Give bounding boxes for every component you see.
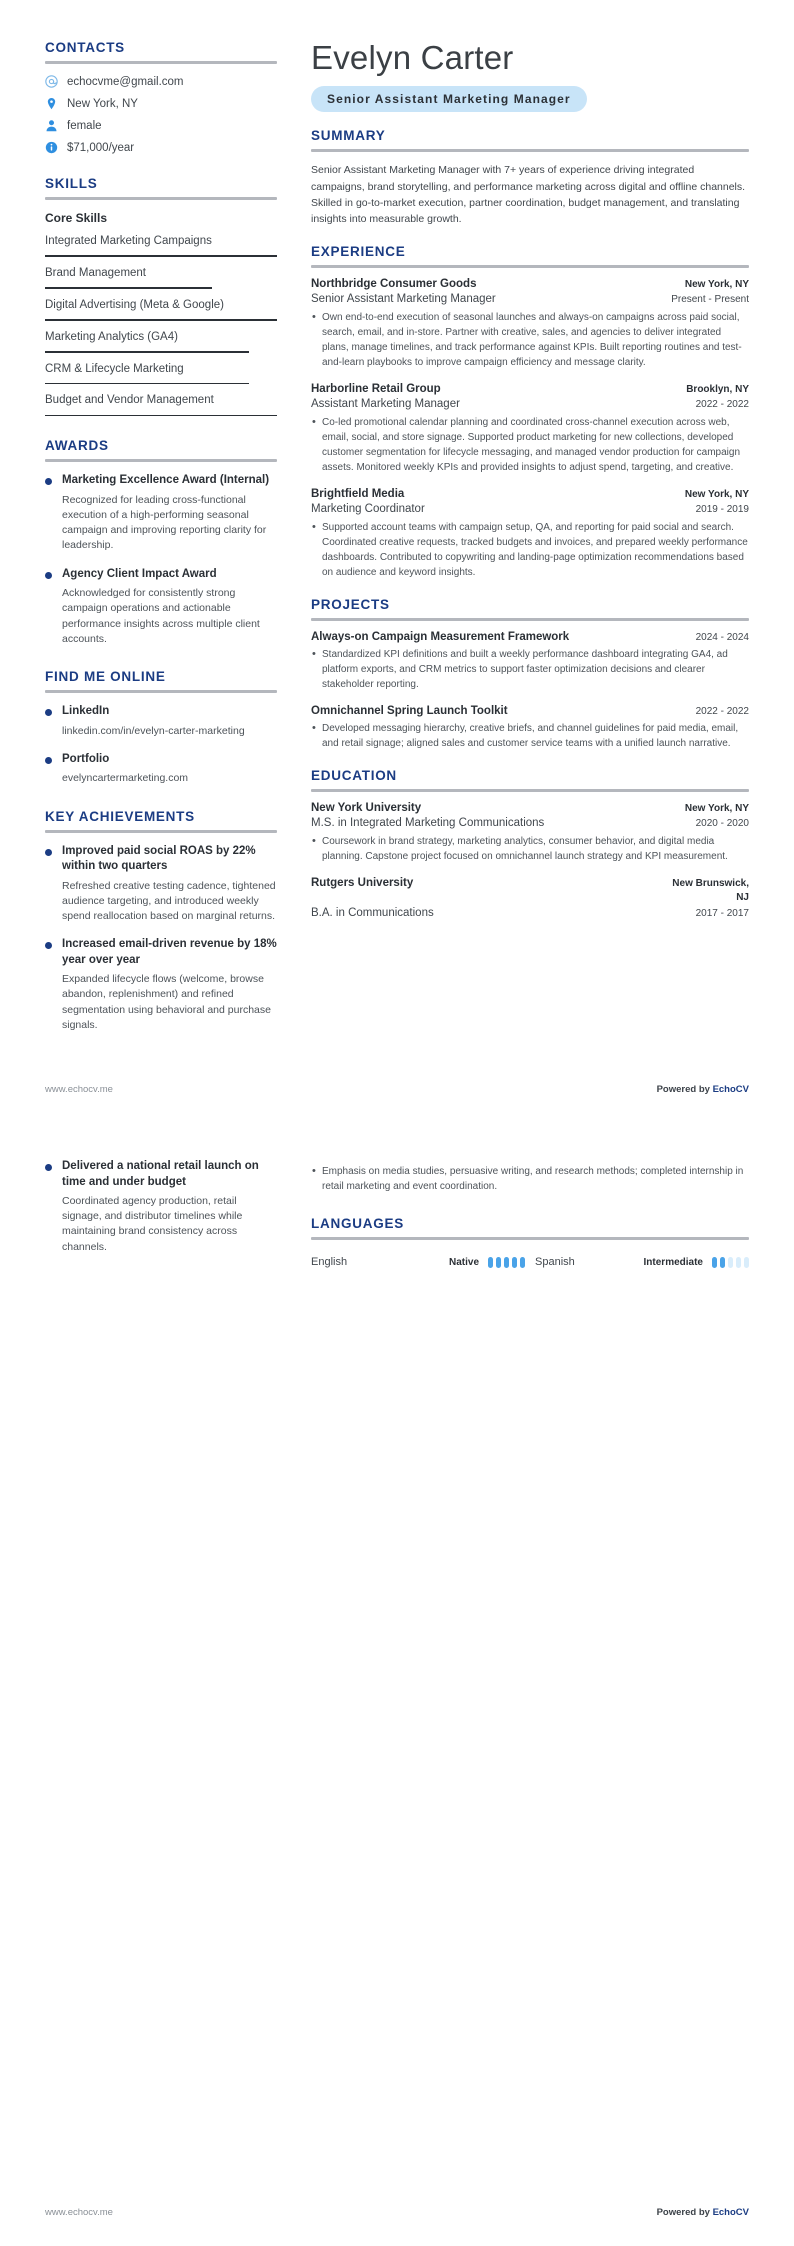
skill-item [45,362,277,385]
award-description: Recognized for leading cross-functional execution of a high-performing seasonal campaign and improving reporting clarity for leadership. [62,493,267,552]
achievement-description: Coordinated agency production, retail signage, and distributor timelines while maintaining brand consistency across channels. [62,1195,243,1253]
language-level: Intermediate [643,1256,703,1268]
pip [520,1257,525,1268]
experience-bullet: • Supported account teams with campaign setup, QA, and reporting for paid social and search. Coordinated creative requests, tracked budgets and invoices, and prepared weekly performance dashboards. Contributed to copywriting and landing-page optimization recommendations based on audience and keyword insights. [311,520,749,580]
experience-bullets [311,415,749,475]
contacts-heading: CONTACTS [45,40,125,55]
languages-row [311,1256,749,1268]
skill-item [45,393,277,416]
education-school: Rutgers University [311,877,414,890]
pip [720,1257,725,1268]
achievement-title: Delivered a national retail launch on time and under budget [62,1160,259,1188]
pip [728,1257,733,1268]
achievement-item [45,844,277,925]
education-degree: M.S. in Integrated Marketing Communications [311,817,545,830]
online-profile-item[interactable] [45,704,277,739]
candidate-name: Evelyn Carter [311,39,514,76]
language-name: English [311,1256,348,1268]
achievement-title: Increased email-driven revenue by 18% year over year [62,938,277,966]
section-languages [311,1216,749,1268]
skill-label: Brand Management [45,266,147,279]
contact-salary-value: $71,000/year [67,141,135,154]
section-key-achievements [45,809,277,1034]
summary-heading: SUMMARY [311,128,386,144]
language-level: Native [448,1256,479,1268]
section-education [311,768,749,919]
project-name: Always-on Campaign Measurement Framework [311,631,570,644]
experience-company: Harborline Retail Group [311,383,441,396]
section-projects [311,597,749,751]
experience-dates: 2022 - 2022 [695,399,749,411]
skill-item [45,234,277,257]
skill-level-bar [45,319,277,321]
pip [504,1257,509,1268]
contact-email[interactable] [45,75,277,88]
achievement-description: Expanded lifecycle flows (welcome, browse abandon, replenishment) and refined segmentation using behavioral and purchase signals. [62,973,271,1031]
achievement-item [45,1159,277,1255]
skill-label: Budget and Vendor Management [45,394,214,407]
language-proficiency-pips [712,1257,749,1268]
footer-site-url: www.echocv.me [45,1084,113,1095]
sidebar [45,40,297,1055]
experience-bullets [311,310,749,370]
skill-level-bar [45,383,249,385]
online-profile-link[interactable]: evelyncartermarketing.com [62,772,189,785]
education-entry [311,802,749,864]
project-name: Omnichannel Spring Launch Toolkit [311,705,508,718]
project-dates: 2022 - 2022 [695,706,749,718]
email-icon [45,75,58,88]
footer-powered-prefix: Powered by [656,2207,713,2218]
skill-label: Integrated Marketing Campaigns [45,235,212,247]
sidebar-continued [45,1159,297,1268]
key-achievements-heading: KEY ACHIEVEMENTS [45,808,195,824]
experience-divider [311,265,749,268]
experience-bullets [311,520,749,580]
section-summary [311,128,749,227]
experience-dates: 2019 - 2019 [695,504,749,516]
award-item [45,473,277,553]
education-location: New York, NY [684,803,749,815]
award-title: Marketing Excellence Award (Internal) [62,474,270,487]
languages-heading: LANGUAGES [311,1216,404,1231]
education-degree: B.A. in Communications [311,907,434,920]
job-title-badge: Senior Assistant Marketing Manager [311,86,587,112]
footer-powered-by [657,1084,749,1095]
find-me-online-divider [45,690,277,693]
contact-email-value: echocvme@gmail.com [67,75,184,88]
education-heading: EDUCATION [311,768,397,784]
project-entry [311,705,749,751]
bullet-dot-icon [45,942,52,949]
achievement-title: Improved paid social ROAS by 22% within two quarters [62,844,256,873]
experience-entry [311,383,749,475]
experience-heading: EXPERIENCE [311,244,406,260]
online-profile-item[interactable] [45,752,277,787]
pip [712,1257,717,1268]
online-profile-title: LinkedIn [62,705,110,718]
contact-location [45,97,277,110]
experience-bullet: • Co-led promotional calendar planning and coordinated cross-channel execution across web, email, social, and store signage. Supported product marketing for new collections, developed customer segmentation for lifecycle messaging, and managed vendor production for campaign assets. Monitored weekly KPIs and provided insights to adjust spend, targeting, and creative. [311,415,749,475]
page-footer [45,1084,749,1095]
bullet-dot-icon [45,709,52,716]
skill-level-bar [45,255,277,257]
education-entry [311,877,749,919]
award-description: Acknowledged for consistently strong campaign operations and actionable performance insights across multiple client accounts. [62,587,260,645]
experience-location: Brooklyn, NY [686,384,749,396]
pip [488,1257,493,1268]
project-bullet: • Standardized KPI definitions and built a weekly performance dashboard integrating GA4, ad platform exports, and CRM metrics to support faster optimization decisions and clearer stakeholder reporting. [311,647,749,692]
experience-location: New York, NY [684,279,749,291]
experience-bullet: • Own end-to-end execution of seasonal launches and always-on campaigns across paid social, search, email, and in-store. Partner with creative, sales, and agencies to deliver integrated plans, manage timelines, and track performance against KPIs. Built reporting routines and test-and-learn playbooks to improve campaign efficiency and message clarity. [311,310,749,370]
education-bullets [311,1164,749,1194]
project-dates: 2024 - 2024 [695,632,749,644]
education-dates: 2020 - 2020 [695,818,749,830]
bullet-dot-icon [45,757,52,764]
skill-item [45,266,277,289]
education-school: New York University [311,802,422,815]
experience-entry [311,488,749,580]
salary-info-icon [45,141,58,154]
education-bullet: • Emphasis on media studies, persuasive writing, and research methods; completed internship in retail marketing and event coordination. [311,1164,749,1194]
location-pin-icon [45,97,58,110]
pip [736,1257,741,1268]
education-bullets [311,834,749,864]
education-bullet: • Coursework in brand strategy, marketing analytics, consumer behavior, and digital media planning. Capstone project focused on omnichannel launch strategy and KPI measurement. [311,834,749,864]
award-title: Agency Client Impact Award [62,567,217,580]
section-skills [45,176,277,416]
footer-brand: EchoCV [712,2207,749,2218]
education-divider [311,789,749,792]
awards-divider [45,459,277,462]
resume-sheet-2 [0,1123,794,2246]
skill-level-bar [45,351,249,353]
skill-level-bar [45,287,212,289]
find-me-online-heading: FIND ME ONLINE [45,669,166,685]
section-experience [311,244,749,580]
achievement-item [45,937,277,1033]
contacts-divider [45,61,277,64]
main-content-continued [297,1159,749,1285]
skills-divider [45,197,277,200]
summary-text: Senior Assistant Marketing Manager with 7+ years of experience driving integrated campaigns, brand storytelling, and performance marketing across digital and offline channels. Skilled in go-to-market execution, partner coordination, budget management, and translating insights into measurable growth. [311,164,746,226]
projects-divider [311,618,749,621]
bullet-dot-icon [45,1164,52,1171]
project-entry [311,631,749,692]
main-content [297,40,749,936]
pip [512,1257,517,1268]
language-name: Spanish [535,1256,575,1268]
experience-role: Senior Assistant Marketing Manager [311,293,496,306]
page-footer [45,2207,749,2218]
online-profile-link[interactable]: linkedin.com/in/evelyn-carter-marketing [62,724,245,737]
footer-powered-prefix: Powered by [656,1084,713,1095]
skill-item [45,330,277,353]
contact-gender [45,119,277,132]
skill-item [45,298,277,321]
bullet-dot-icon [45,478,52,485]
experience-location: New York, NY [684,489,749,501]
language-item [535,1256,749,1268]
experience-entry [311,278,749,370]
online-profile-title: Portfolio [62,752,110,765]
languages-divider [311,1237,749,1240]
achievement-description: Refreshed creative testing cadence, tightened audience targeting, and introduced weekly spend reallocation based on marginal returns. [62,879,276,922]
language-proficiency-pips [488,1257,525,1268]
awards-heading: AWARDS [45,438,109,454]
footer-brand: EchoCV [712,1084,749,1095]
bullet-dot-icon [45,849,52,856]
person-icon [45,119,58,132]
education-dates: 2017 - 2017 [695,908,749,920]
skill-label: Marketing Analytics (GA4) [45,330,178,343]
resume-header [311,40,749,112]
projects-heading: PROJECTS [311,597,390,613]
skills-subheading: Core Skills [45,211,108,225]
contact-gender-value: female [67,119,102,132]
project-bullets [311,721,749,751]
pip [744,1257,749,1268]
experience-role: Marketing Coordinator [311,503,425,516]
education-location: New Brunswick, NJ [672,878,749,903]
summary-divider [311,149,749,152]
key-achievements-divider [45,830,277,833]
skill-label: CRM & Lifecycle Marketing [45,362,184,375]
section-find-me-online [45,669,277,786]
award-item [45,567,277,647]
contact-location-value: New York, NY [67,97,138,110]
footer-site-url: www.echocv.me [45,2207,113,2218]
contact-salary [45,141,277,154]
project-bullet: • Developed messaging hierarchy, creative briefs, and channel guidelines for paid media, email, and retail signage; aligned sales and customer service teams with a unified launch narrative. [311,721,749,751]
experience-company: Northbridge Consumer Goods [311,278,477,291]
footer-powered-by [657,2207,749,2218]
skill-label: Digital Advertising (Meta & Google) [45,298,224,311]
skills-heading: SKILLS [45,176,98,191]
skill-level-bar [45,415,277,417]
experience-dates: Present - Present [671,294,749,306]
pip [496,1257,501,1268]
experience-role: Assistant Marketing Manager [311,398,460,411]
project-bullets [311,647,749,692]
section-contacts [45,40,277,154]
language-item [311,1256,525,1268]
experience-company: Brightfield Media [311,488,405,501]
bullet-dot-icon [45,572,52,579]
section-awards [45,438,277,647]
